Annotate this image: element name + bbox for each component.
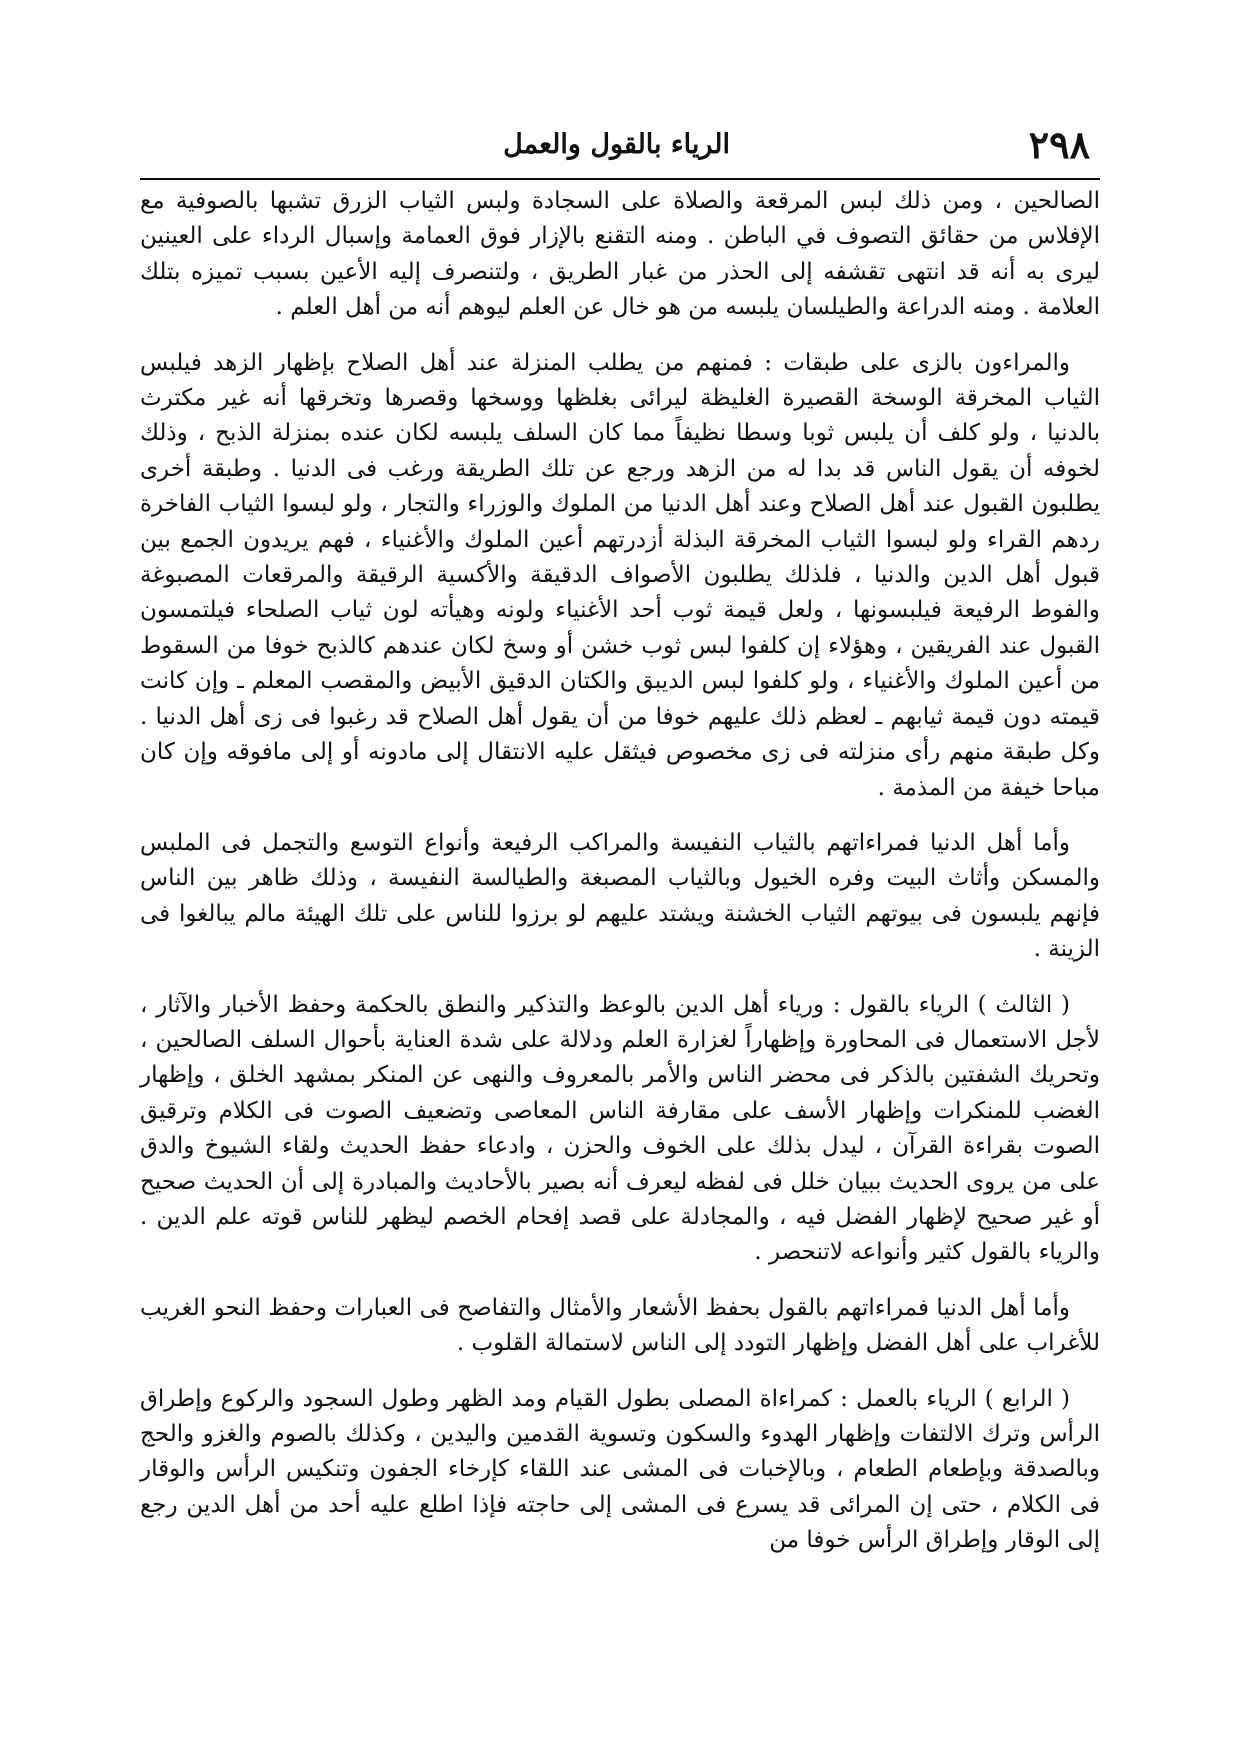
paragraph-worldly-speech: وأما أهل الدنيا فمراءاتهم بالقول بحفظ الأشعار والأمثال والتفاصح فى العبارات وحفظ النحو الغريب للأغراب على أهل الفضل وإظهار التودد إلى الناس لاستمالة القلوب .: [140, 1294, 1100, 1357]
header-rule: [140, 178, 1100, 180]
paragraph-dress-classes: والمراءون بالزى على طبقات : فمنهم من يطلب المنزلة عند أهل الصلاح بإظهار الزهد فيلبس الثياب المخرقة الوسخة القصيرة الغليظة ليرائى بغلظها ووسخها وقصرها وتخرقها أنه غير مكترث بالدنيا ، ولو كلف أن يلبس ثوبا وسطا نظيفاً مما كان السلف يلبسه لكان عنده بمنزلة الذبح ، وذلك لخوفه أن يقول الناس قد بدا له من الزهد ورجع عن تلك الطريقة ورغب فى الدنيا . وطبقة أخرى يطلبون القبول عند أهل الصلاح وعند أهل الدنيا من الملوك والوزراء والتجار ، ولو لبسوا الثياب الفاخرة ردهم القراء ولو لبسوا الثياب المخرقة البذلة أزدرتهم أعين الملوك والأغنياء ، فهم يريدون الجمع بين قبول أهل الدين والدنيا ، فلذلك يطلبون الأصواف الدقيقة والأكسية الرقيقة والمرقعات المصبوغة والفوط الرفيعة فيلبسونها ، ولعل قيمة ثوب أحد الأغنياء ولونه وهيأته لون ثياب الصلحاء فيلتمسون القبول عند الفريقين ، وهؤلاء إن كلفوا لبس ثوب خشن أو وسخ لكان عندهم كالذبح خوفا من السقوط من أعين الملوك والأغنياء ، ولو كلفوا لبس الديبق والكتان الدقيق الأبيض والمقصب المعلم ـ وإن كانت قيمته دون قيمة ثيابهم ـ لعظم ذلك عليهم خوفا من أن يقول أهل الصلاح قد رغبوا فى زى أهل الدنيا . وكل طبقة منهم رأى منزلته فى زى مخصوص فيثقل عليه الانتقال إلى مادونه أو إلى مافوقه وإن كان مباحا خيفة من المذمة .: [140, 349, 1100, 801]
paragraph-worldly-dress: وأما أهل الدنيا فمراءاتهم بالثياب النفيسة والمراكب الرفيعة وأنواع التوسع والتجمل فى الملبس والمسكن وأثاث البيت وفره الخيول وبالثياب المصبغة والطيالسة النفيسة ، وذلك ظاهر بين الناس فإنهم يلبسون فى بيوتهم الثياب الخشنة ويشتد عليهم لو برزوا للناس على تلك الهيئة مالم يبالغوا فى الزينة .: [140, 829, 1100, 963]
body-text: [140, 184, 1100, 1559]
page-number: ٢٩٨: [1028, 122, 1090, 167]
page-header: [150, 118, 1090, 172]
paragraph-third-speech: ( الثالث ) الرياء بالقول : ورياء أهل الدين بالوعظ والتذكير والنطق بالحكمة وحفظ الأخبار والآثار ، لأجل الاستعمال فى المحاورة وإظهاراً لغزارة العلم ودلالة على شدة العناية بأحوال السلف الصالحين ، وتحريك الشفتين بالذكر فى محضر الناس والأمر بالمعروف والنهى عن المنكر بمشهد الخلق ، وإظهار الغضب للمنكرات وإظهار الأسف على مقارفة الناس المعاصى وتضعيف الصوت فى الكلام وترقيق الصوت بقراءة القرآن ، ليدل بذلك على الخوف والحزن ، وادعاء حفظ الحديث ولقاء الشيوخ والدق على من يروى الحديث ببيان خلل فى لفظه ليعرف أنه بصير بالأحاديث والمبادرة إلى أن الحديث صحيح أو غير صحيح لإظهار الفضل فيه ، والمجادلة على قصد إفحام الخصم ليظهر للناس قوته علم الدين . والرياء بالقول كثير وأنواعه لاتنحصر .: [140, 991, 1100, 1266]
running-title: الرياء بالقول والعمل: [503, 129, 730, 160]
paragraph-fourth-action: ( الرابع ) الرياء بالعمل : كمراءاة المصلى بطول القيام ومد الظهر وطول السجود والركوع وإطراق الرأس وترك الالتفات وإظهار الهدوء والسكون وتسوية القدمين واليدين ، وكذلك بالصوم والغزو والحج وبالصدقة وبإطعام الطعام ، وبالإخبات فى المشى عند اللقاء كإرخاء الجفون وتنكيس الرأس والوقار فى الكلام ، حتى إن المرائى قد يسرع فى المشى إلى حاجته فإذا اطلع عليه أحد من أهل الدين رجع إلى الوقار وإطراق الرأس خوفا من: [140, 1385, 1100, 1554]
paragraph-continued-garments: الصالحين ، ومن ذلك لبس المرقعة والصلاة على السجادة ولبس الثياب الزرق تشبها بالصوفية مع الإفلاس من حقائق التصوف في الباطن . ومنه التقنع بالإزار فوق العمامة وإسبال الرداء على العينين ليرى به أنه قد انتهى تقشفه إلى الحذر من غبار الطريق ، ولتنصرف إليه الأعين بسبب تميزه بتلك العلامة . ومنه الدراعة والطيلسان يلبسه من هو خال عن العلم ليوهم أنه من أهل العلم .: [140, 188, 1100, 321]
